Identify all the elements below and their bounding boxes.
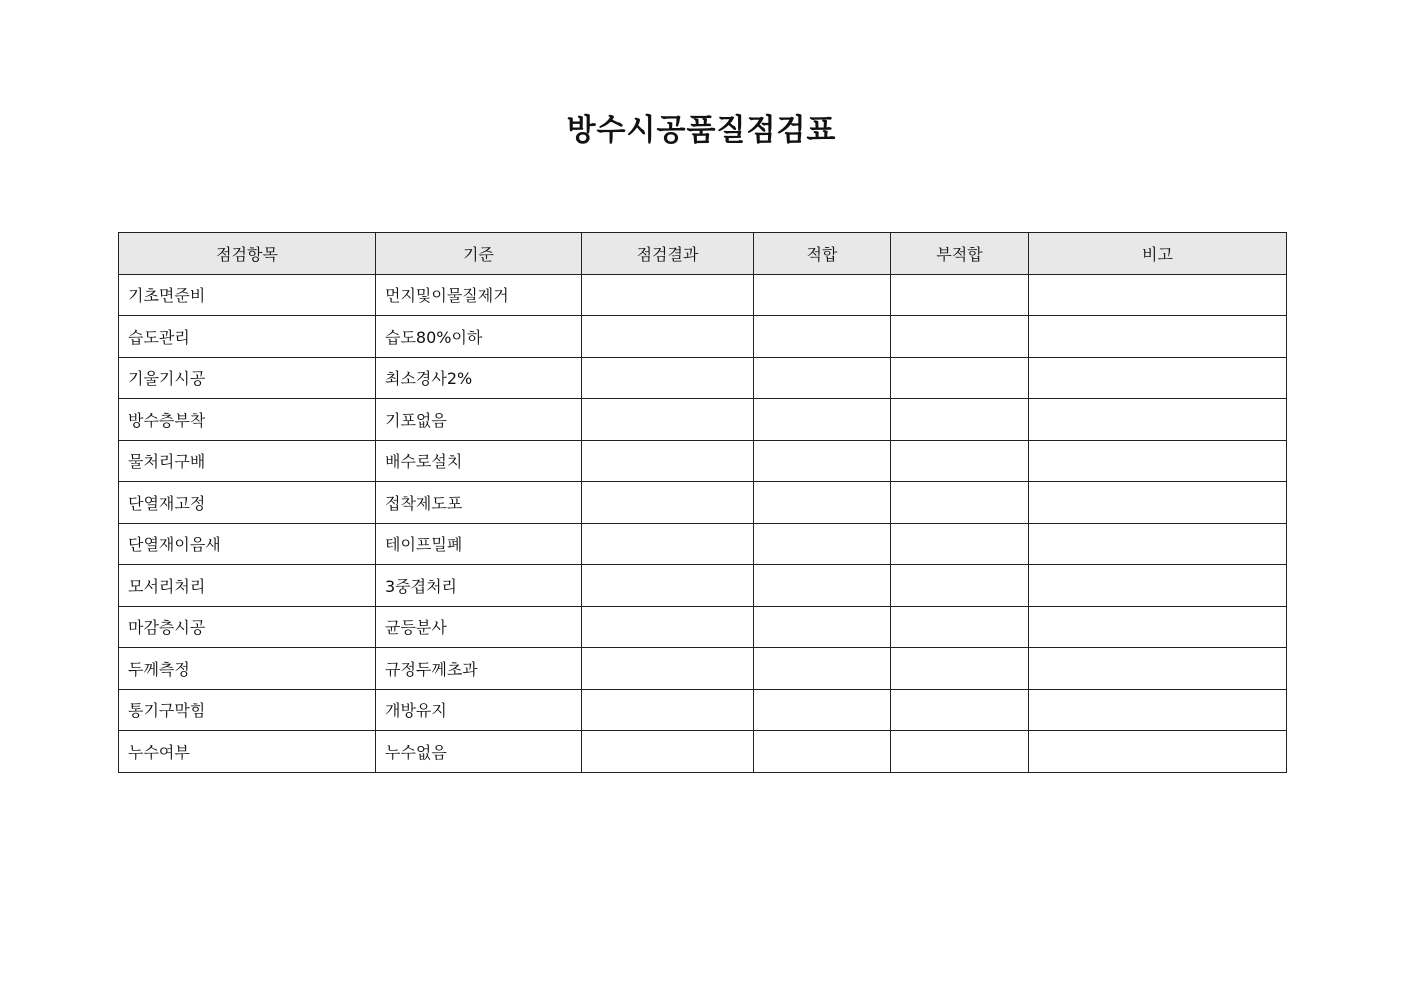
table-header xyxy=(119,233,1287,275)
cell-remarks[interactable] xyxy=(1029,399,1287,441)
cell-remarks[interactable] xyxy=(1029,274,1287,316)
table-row xyxy=(119,606,1287,648)
cell-inspection-result[interactable] xyxy=(582,357,754,399)
header-inspection-result: 점검결과 xyxy=(582,233,754,275)
table-body xyxy=(119,274,1287,772)
cell-inspection-item: 기초면준비 xyxy=(119,274,376,316)
cell-pass[interactable] xyxy=(754,357,891,399)
cell-fail[interactable] xyxy=(891,482,1029,524)
cell-fail[interactable] xyxy=(891,357,1029,399)
cell-fail[interactable] xyxy=(891,689,1029,731)
table-row xyxy=(119,440,1287,482)
cell-remarks[interactable] xyxy=(1029,606,1287,648)
table-row xyxy=(119,357,1287,399)
cell-fail[interactable] xyxy=(891,648,1029,690)
cell-inspection-result[interactable] xyxy=(582,565,754,607)
cell-criteria: 테이프밀폐 xyxy=(376,523,582,565)
cell-inspection-result[interactable] xyxy=(582,274,754,316)
cell-inspection-result[interactable] xyxy=(582,399,754,441)
cell-inspection-item: 두께측정 xyxy=(119,648,376,690)
cell-fail[interactable] xyxy=(891,731,1029,773)
cell-inspection-item: 단열재고정 xyxy=(119,482,376,524)
cell-pass[interactable] xyxy=(754,316,891,358)
cell-inspection-item: 기울기시공 xyxy=(119,357,376,399)
cell-inspection-result[interactable] xyxy=(582,648,754,690)
cell-criteria: 접착제도포 xyxy=(376,482,582,524)
cell-pass[interactable] xyxy=(754,482,891,524)
cell-pass[interactable] xyxy=(754,731,891,773)
cell-remarks[interactable] xyxy=(1029,523,1287,565)
cell-pass[interactable] xyxy=(754,440,891,482)
table-row xyxy=(119,523,1287,565)
table-row xyxy=(119,274,1287,316)
inspection-table xyxy=(118,232,1287,773)
cell-pass[interactable] xyxy=(754,274,891,316)
cell-criteria: 규정두께초과 xyxy=(376,648,582,690)
table-row xyxy=(119,689,1287,731)
cell-fail[interactable] xyxy=(891,523,1029,565)
header-fail: 부적합 xyxy=(891,233,1029,275)
header-remarks: 비고 xyxy=(1029,233,1287,275)
cell-criteria: 누수없음 xyxy=(376,731,582,773)
cell-fail[interactable] xyxy=(891,606,1029,648)
cell-inspection-result[interactable] xyxy=(582,689,754,731)
cell-pass[interactable] xyxy=(754,399,891,441)
cell-criteria: 3중겹처리 xyxy=(376,565,582,607)
cell-pass[interactable] xyxy=(754,689,891,731)
cell-criteria: 습도80%이하 xyxy=(376,316,582,358)
cell-criteria: 먼지및이물질제거 xyxy=(376,274,582,316)
cell-criteria: 기포없음 xyxy=(376,399,582,441)
cell-remarks[interactable] xyxy=(1029,565,1287,607)
table-row xyxy=(119,316,1287,358)
table-row xyxy=(119,399,1287,441)
header-pass: 적합 xyxy=(754,233,891,275)
cell-pass[interactable] xyxy=(754,565,891,607)
table-row xyxy=(119,482,1287,524)
header-inspection-item: 점검항목 xyxy=(119,233,376,275)
cell-inspection-item: 단열재이음새 xyxy=(119,523,376,565)
table-row xyxy=(119,648,1287,690)
cell-remarks[interactable] xyxy=(1029,440,1287,482)
cell-inspection-item: 누수여부 xyxy=(119,731,376,773)
cell-inspection-item: 방수층부착 xyxy=(119,399,376,441)
cell-pass[interactable] xyxy=(754,648,891,690)
cell-remarks[interactable] xyxy=(1029,482,1287,524)
cell-inspection-item: 모서리처리 xyxy=(119,565,376,607)
cell-remarks[interactable] xyxy=(1029,689,1287,731)
cell-inspection-item: 마감층시공 xyxy=(119,606,376,648)
cell-criteria: 최소경사2% xyxy=(376,357,582,399)
cell-inspection-result[interactable] xyxy=(582,731,754,773)
cell-fail[interactable] xyxy=(891,440,1029,482)
cell-remarks[interactable] xyxy=(1029,731,1287,773)
cell-inspection-item: 습도관리 xyxy=(119,316,376,358)
cell-fail[interactable] xyxy=(891,316,1029,358)
cell-remarks[interactable] xyxy=(1029,316,1287,358)
cell-inspection-item: 통기구막힘 xyxy=(119,689,376,731)
cell-pass[interactable] xyxy=(754,523,891,565)
cell-remarks[interactable] xyxy=(1029,648,1287,690)
cell-inspection-result[interactable] xyxy=(582,523,754,565)
cell-criteria: 배수로설치 xyxy=(376,440,582,482)
table-row xyxy=(119,731,1287,773)
cell-fail[interactable] xyxy=(891,565,1029,607)
cell-inspection-item: 물처리구배 xyxy=(119,440,376,482)
cell-inspection-result[interactable] xyxy=(582,482,754,524)
table-row xyxy=(119,565,1287,607)
cell-fail[interactable] xyxy=(891,274,1029,316)
cell-inspection-result[interactable] xyxy=(582,606,754,648)
cell-pass[interactable] xyxy=(754,606,891,648)
header-criteria: 기준 xyxy=(376,233,582,275)
cell-fail[interactable] xyxy=(891,399,1029,441)
cell-remarks[interactable] xyxy=(1029,357,1287,399)
page-title: 방수시공품질점검표 xyxy=(566,113,837,148)
header-row xyxy=(119,233,1287,275)
cell-inspection-result[interactable] xyxy=(582,440,754,482)
cell-criteria: 균등분사 xyxy=(376,606,582,648)
cell-criteria: 개방유지 xyxy=(376,689,582,731)
cell-inspection-result[interactable] xyxy=(582,316,754,358)
